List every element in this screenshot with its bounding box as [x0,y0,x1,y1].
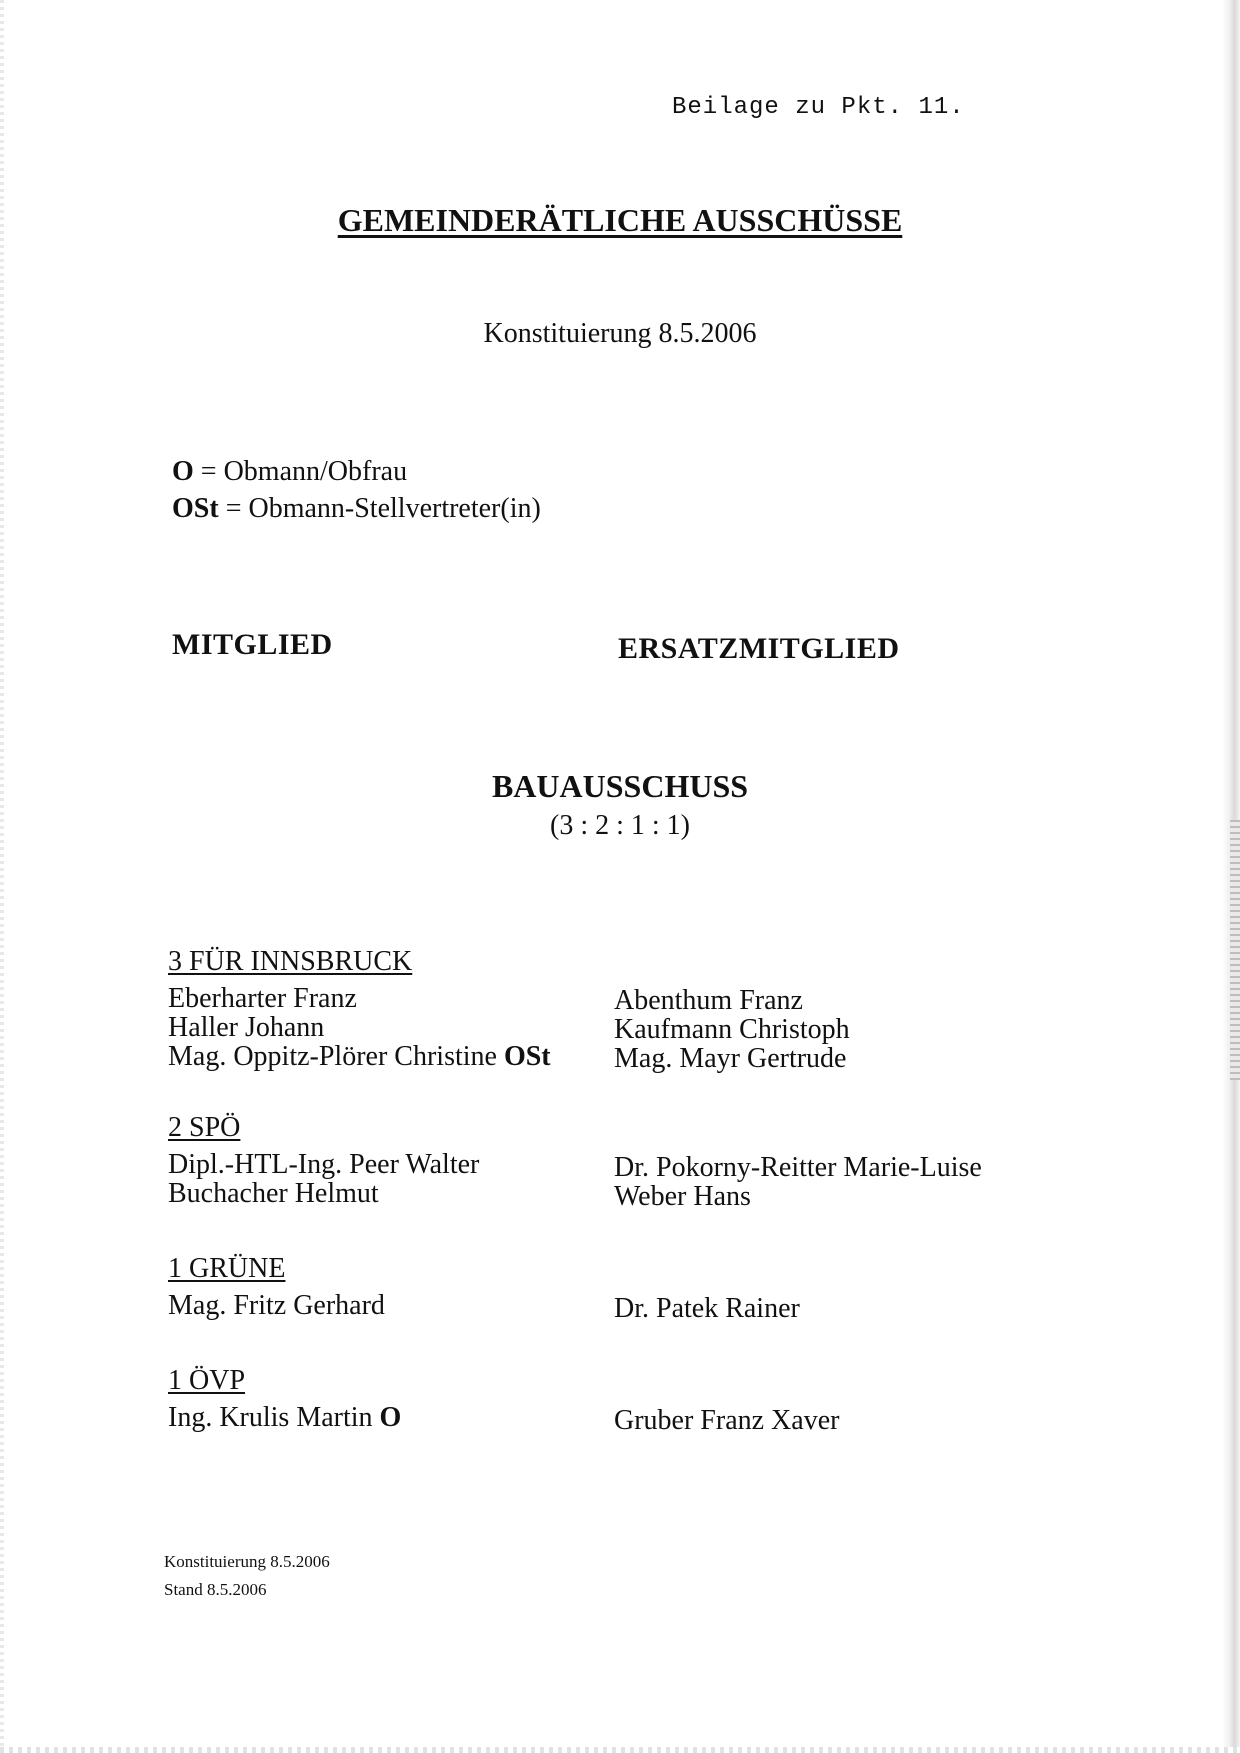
committee-ratio: (3 : 2 : 1 : 1) [550,810,690,841]
substitute-name: Mag. Mayr Gertrude [614,1043,847,1074]
member-name: Mag. Oppitz-Plörer Christine OSt [168,1041,551,1072]
role-badge: O [379,1402,402,1433]
column-header-member: MITGLIED [172,628,333,661]
member-list [168,984,551,1071]
footer-constitution: Konstituierung 8.5.2006 [164,1552,330,1571]
party-group-title: 2 SPÖ [168,1112,241,1143]
member-name: Dipl.-HTL-Ing. Peer Walter [168,1149,480,1180]
legend-obmann [172,456,407,488]
legend-text: = Obmann-Stellvertreter(in) [225,493,541,524]
legend-abbr: O [172,456,194,487]
scan-edge-mark [1230,820,1240,1080]
substitute-name: Weber Hans [614,1181,751,1212]
legend-stellvertreter [172,493,541,525]
member-name: Eberharter Franz [168,983,357,1014]
substitute-name: Dr. Patek Rainer [614,1293,800,1324]
page-title: GEMEINDERÄTLICHE AUSSCHÜSSE [337,202,903,238]
party-group-title: 1 ÖVP [168,1365,246,1396]
substitute-list [614,1294,800,1323]
legend-text: = Obmann/Obfrau [200,456,408,487]
member-name: Haller Johann [168,1012,325,1043]
member-list [168,1150,479,1208]
member-name: Mag. Fritz Gerhard [168,1290,385,1321]
member-name: Ing. Krulis Martin O [168,1402,402,1433]
constitution-date: Konstituierung 8.5.2006 [483,318,757,349]
substitute-name: Abenthum Franz [614,985,803,1016]
column-header-substitute: ERSATZMITGLIED [618,632,900,665]
substitute-name: Dr. Pokorny-Reitter Marie-Luise [614,1152,982,1183]
member-name: Buchacher Helmut [168,1178,379,1209]
footer-status: Stand 8.5.2006 [164,1580,267,1599]
legend-abbr: OSt [172,493,219,524]
attachment-note: Beilage zu Pkt. 11. [672,94,965,121]
member-list [168,1403,401,1432]
scan-edge-bottom [0,1747,1240,1753]
substitute-name: Gruber Franz Xaver [614,1405,840,1436]
party-group-title: 1 GRÜNE [168,1253,286,1284]
scan-edge-left [0,0,4,1753]
substitute-list [614,1153,982,1211]
substitute-list [614,986,850,1073]
substitute-list [614,1406,839,1435]
substitute-name: Kaufmann Christoph [614,1014,850,1045]
committee-name: BAUAUSSCHUSS [491,768,749,804]
party-group-title: 3 FÜR INNSBRUCK [168,946,413,977]
role-badge: OSt [503,1041,551,1072]
member-list [168,1291,385,1320]
